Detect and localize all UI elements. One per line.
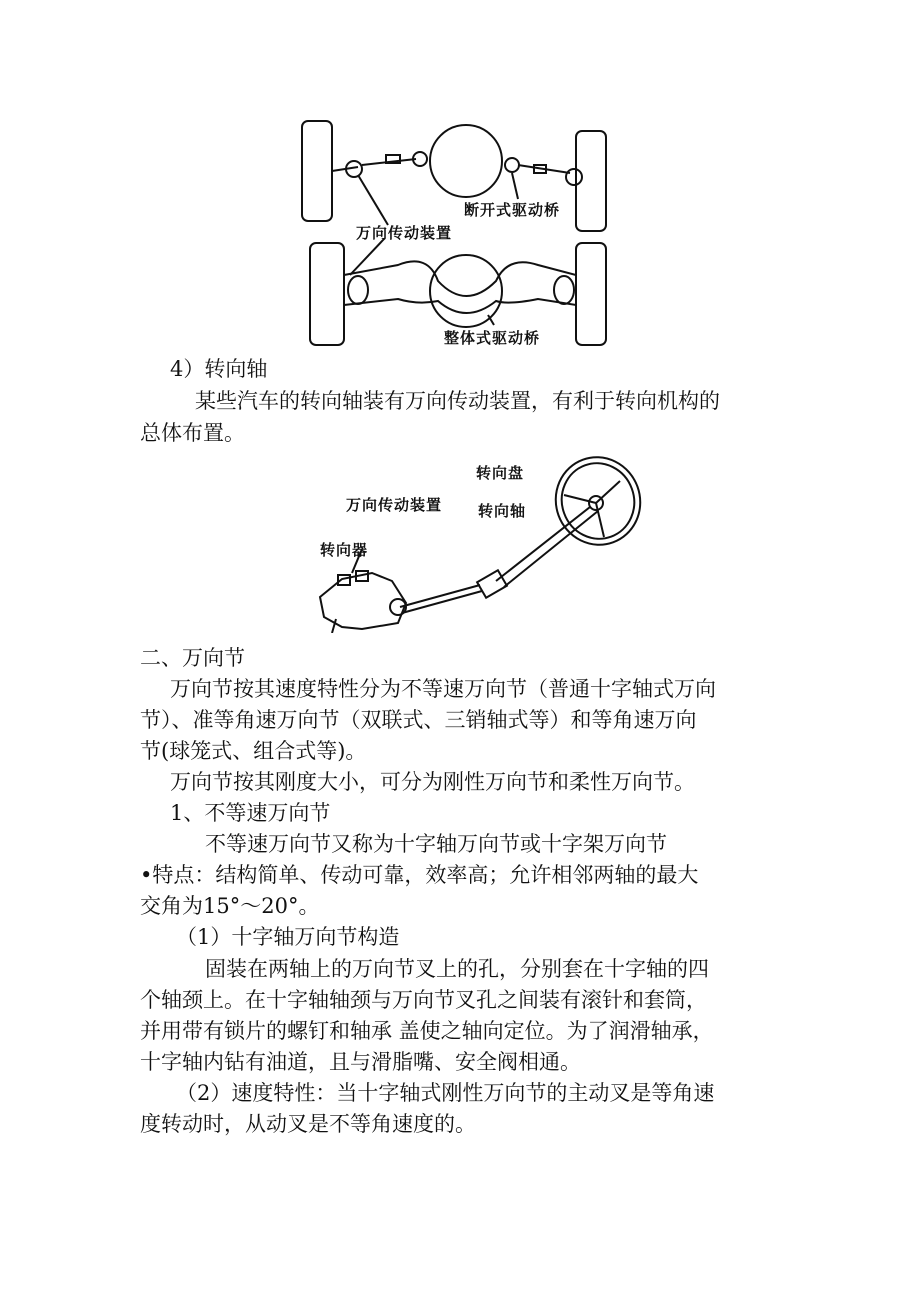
paragraph-1-line-3: 节(球笼式、组合式等)。 (140, 739, 367, 763)
label-universal-joint: 万向传动装置 (356, 224, 453, 242)
label-universal-joint-2: 万向传动装置 (346, 496, 443, 514)
item-1-heading: （1）十字轴万向节构造 (176, 925, 400, 949)
drive-axle-figure (298, 115, 610, 351)
feature-line-1: •特点：结构简单、传动可靠，效率高；允许相邻两轴的最大 (140, 863, 699, 887)
label-solid-axle: 整体式驱动桥 (444, 329, 541, 347)
section-4-heading: 4）转向轴 (170, 357, 268, 381)
section-4-paragraph-line-1: 某些汽车的转向轴装有万向传动装置，有利于转向机构的 (195, 389, 720, 413)
label-steering-shaft: 转向轴 (478, 502, 527, 520)
subsection-1-paragraph: 不等速万向节又称为十字轴万向节或十字架万向节 (205, 832, 667, 856)
label-split-axle: 断开式驱动桥 (464, 201, 561, 219)
item-1-line-2: 个轴颈上。在十字轴轴颈与万向节叉孔之间装有滚针和套筒， (140, 988, 707, 1012)
item-2-line-1: （2）速度特性：当十字轴式刚性万向节的主动叉是等角速 (176, 1081, 715, 1105)
item-1-line-4: 十字轴内钻有油道，且与滑脂嘴、安全阀相通。 (140, 1050, 581, 1074)
paragraph-1-line-2: 节）、准等角速万向节（双联式、三销轴式等）和等角速万向 (140, 708, 697, 732)
paragraph-2: 万向节按其刚度大小，可分为刚性万向节和柔性万向节。 (170, 770, 695, 794)
item-2-line-2: 度转动时，从动叉是不等角速度的。 (140, 1112, 476, 1136)
label-steering-gear: 转向器 (320, 541, 369, 559)
steering-shaft-figure (302, 451, 642, 633)
item-1-line-1: 固装在两轴上的万向节叉上的孔，分别套在十字轴的四 (205, 957, 709, 981)
drive-axle-diagram (298, 115, 610, 351)
chapter-2-heading: 二、万向节 (140, 646, 245, 670)
section-4-paragraph-line-2: 总体布置。 (140, 421, 245, 445)
paragraph-1-line-1: 万向节按其速度特性分为不等速万向节（普通十字轴式万向 (170, 677, 716, 701)
item-1-line-3: 并用带有锁片的螺钉和轴承 盖使之轴向定位。为了润滑轴承， (140, 1019, 714, 1043)
label-steering-wheel: 转向盘 (476, 464, 525, 482)
subsection-1-heading: 1、不等速万向节 (170, 801, 331, 825)
feature-line-2: 交角为15°～20°。 (140, 894, 320, 918)
